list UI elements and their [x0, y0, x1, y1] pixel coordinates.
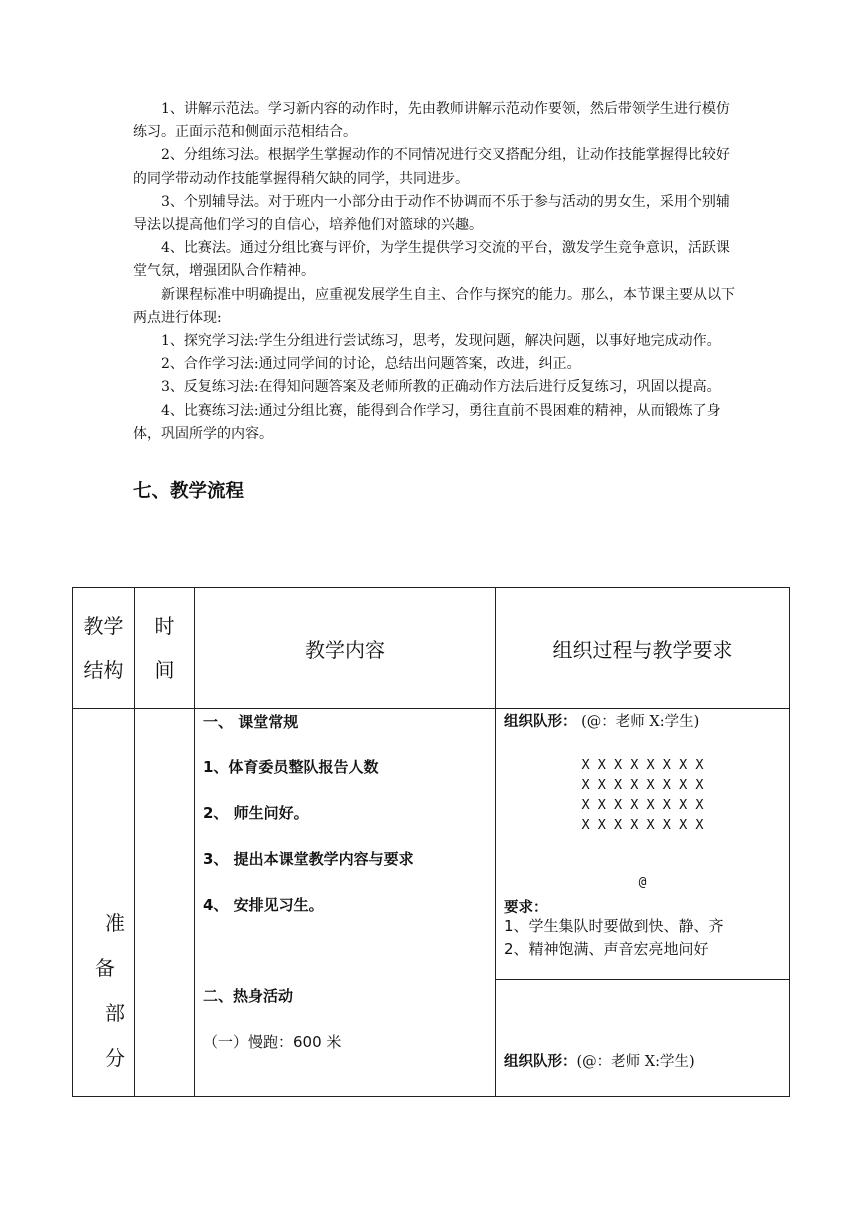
header-time: [135, 588, 195, 709]
formation-title: [504, 710, 699, 731]
formation-legend: (@：老师 X:学生): [576, 714, 700, 730]
content-item: （一）慢跑：600 米: [203, 1033, 342, 1051]
content-cell: [195, 709, 496, 1097]
content-item: 4、 安排见习生。: [203, 896, 324, 914]
formation-row: X X X X X X X X: [581, 777, 704, 793]
paragraph: 3、个别辅导法。对于班内一小部分由于动作不协调而不乐于参与活动的男女生，采用个别辅导法以提高他们学习的自信心，培养他们对篮球的兴趣。: [133, 193, 730, 234]
header-text: 间: [154, 658, 175, 682]
organization-cell: [496, 709, 790, 980]
content-item: 二、热身活动: [203, 987, 294, 1005]
teacher-position-mark: @: [638, 875, 647, 890]
formation-row: X X X X X X X X: [581, 817, 704, 833]
formation-label: 组织队形：: [504, 714, 577, 730]
content-item: 2、 师生问好。: [203, 804, 309, 822]
content-item: 一、 课堂常规: [203, 713, 299, 731]
requirements-title: 要求：: [504, 900, 548, 916]
section-label-char: 分: [105, 1046, 125, 1070]
method-paragraphs: [133, 98, 743, 446]
paragraph: 3、反复练习法:在得知问题答案及老师所教的正确动作方法后进行反复练习，巩固以提高。: [161, 379, 721, 396]
formation-row: X X X X X X X X: [581, 797, 704, 813]
section-cell: [73, 709, 135, 1097]
formation-title: [504, 1050, 695, 1071]
header-text: 时: [154, 614, 175, 638]
requirement-item: 1、学生集队时要做到快、静、齐: [504, 917, 724, 935]
header-text: 结构: [83, 658, 124, 682]
formation-label: 组织队形：: [504, 1054, 577, 1070]
formation-row: X X X X X X X X: [581, 757, 704, 773]
formation-legend: (@：老师 X:学生): [576, 1054, 695, 1070]
section-heading: 七、教学流程: [133, 481, 245, 502]
content-item: 1、体育委员整队报告人数: [203, 758, 379, 776]
header-content: 教学内容: [195, 588, 496, 709]
paragraph: 2、合作学习法:通过同学间的讨论，总结出问题答案，改进，纠正。: [161, 356, 581, 373]
header-text: 教学: [83, 614, 124, 638]
header-structure: [73, 588, 135, 709]
teaching-flow-table: [72, 587, 790, 1097]
time-cell: [135, 709, 195, 1097]
section-label-char: 部: [105, 1001, 125, 1025]
table-row: [73, 709, 790, 980]
header-organization: 组织过程与教学要求: [496, 588, 790, 709]
paragraph: 新课程标准中明确提出，应重视发展学生自主、合作与探究的能力。那么，本节课主要从以下两点进行体现:: [133, 286, 735, 326]
paragraph: 2、分组练习法。根据学生掌握动作的不同情况进行交叉搭配分组，让动作技能掌握得比较好的同学带动动作技能掌握得稍欠缺的同学，共同进步。: [133, 147, 730, 187]
organization-cell: [496, 980, 790, 1097]
table-header-row: [73, 588, 790, 709]
section-label-char: 备: [95, 956, 115, 980]
requirement-item: 2、精神饱满、声音宏亮地问好: [504, 940, 709, 958]
section-label-char: 准: [105, 911, 125, 935]
paragraph: 4、比赛法。通过分组比赛与评价，为学生提供学习交流的平台，激发学生竞争意识，活跃课堂气氛，增强团队合作精神。: [133, 240, 730, 280]
paragraph: 1、探究学习法:学生分组进行尝试练习，思考，发现问题，解决问题，以事好地完成动作。: [161, 333, 721, 350]
paragraph: 1、讲解示范法。学习新内容的动作时，先由教师讲解示范动作要领，然后带领学生进行模仿练习。正面示范和侧面示范相结合。: [133, 101, 730, 141]
student-formation: [496, 755, 789, 835]
paragraph: 4、比赛练习法:通过分组比赛，能得到合作学习，勇往直前不畏困难的精神，从而锻炼了身体，巩固所学的内容。: [133, 402, 721, 442]
content-item: 3、 提出本课堂教学内容与要求: [203, 850, 414, 868]
